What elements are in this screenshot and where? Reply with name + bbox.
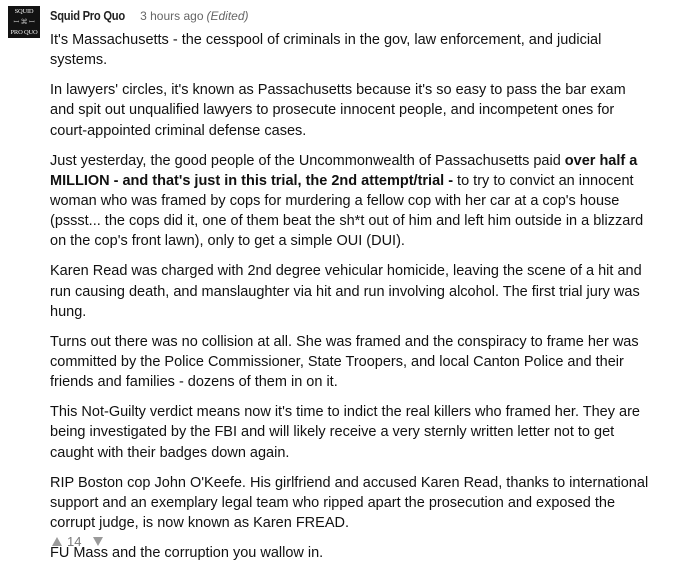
comment-paragraph [50, 80, 650, 141]
paragraph-text: In lawyers' circles, it's known as Passachusetts because it's so easy to pass the bar exam and spit out unqualified lawyers to prosecute innocent people, and incompetent ones for court-appointed criminal defense cases. [50, 82, 626, 139]
paragraph-text: Karen Read was charged with 2nd degree vehicular homicide, leaving the scene of a hit and run causing death, and manslaughter via hit and run involving alcohol. The first trial jury was hung. [50, 263, 642, 320]
comment-body [50, 30, 650, 573]
downvote-icon[interactable] [93, 537, 103, 546]
avatar[interactable] [8, 6, 40, 38]
comment-paragraph [50, 30, 650, 70]
paragraph-text: This Not-Guilty verdict means now it's time to indict the real killers who framed her. They are being investigated by the FBI and will likely receive a very sternly written letter not to get caught with their badges down again. [50, 404, 640, 461]
avatar-emblem-icon: ꟷ ⌘ ꟷ [13, 17, 35, 26]
paragraph-text: to try to convict an innocent woman who was framed by cops for murdering a fellow cop with her car at a cop's house (pssst... the cops did it, one of them beat the sh*t out of him and left him outside in a blizzard on the cop's front lawn), only to get a simple OUI (DUI). [50, 172, 644, 250]
paragraph-text: It's Massachusetts - the cesspool of criminals in the gov, law enforcement, and judicial systems. [50, 32, 602, 69]
comment-header [50, 8, 249, 26]
paragraph-text: FU Mass and the corruption you wallow in. [50, 545, 324, 562]
bold-text: over half a MILLION - and that's just in this trial, the 2nd attempt/trial - [50, 152, 638, 189]
comment-paragraph [50, 261, 650, 322]
timestamp[interactable]: 3 hours ago [140, 9, 204, 23]
comment-paragraph [50, 473, 650, 534]
paragraph-text: Just yesterday, the good people of the Uncommonwealth of Passachusetts paid [50, 152, 565, 169]
comment-paragraph [50, 332, 650, 393]
avatar-text-top: SQUID [14, 8, 34, 15]
paragraph-text: RIP Boston cop John O'Keefe. His girlfriend and accused Karen Read, thanks to international support and an exemplary legal team who ripped apart the prosecution and exposed the corrupt judge, is now known as Karen FREAD. [50, 474, 649, 532]
comment-paragraph [50, 543, 650, 563]
comment-paragraph [50, 151, 650, 252]
comment-paragraph [50, 402, 650, 463]
author-name[interactable]: Squid Pro Quo [50, 8, 125, 23]
avatar-text-bottom: PRO QUO [10, 29, 38, 36]
upvote-icon[interactable] [52, 537, 62, 546]
vote-count: 14 [67, 533, 82, 549]
edited-label: (Edited) [206, 9, 249, 23]
paragraph-text: Turns out there was no collision at all. She was framed and the conspiracy to frame her was committed by the Police Commissioner, State Troopers, and local Canton Police and their friends and families - dozens of them in on it. [50, 333, 639, 391]
vote-controls [52, 533, 103, 549]
